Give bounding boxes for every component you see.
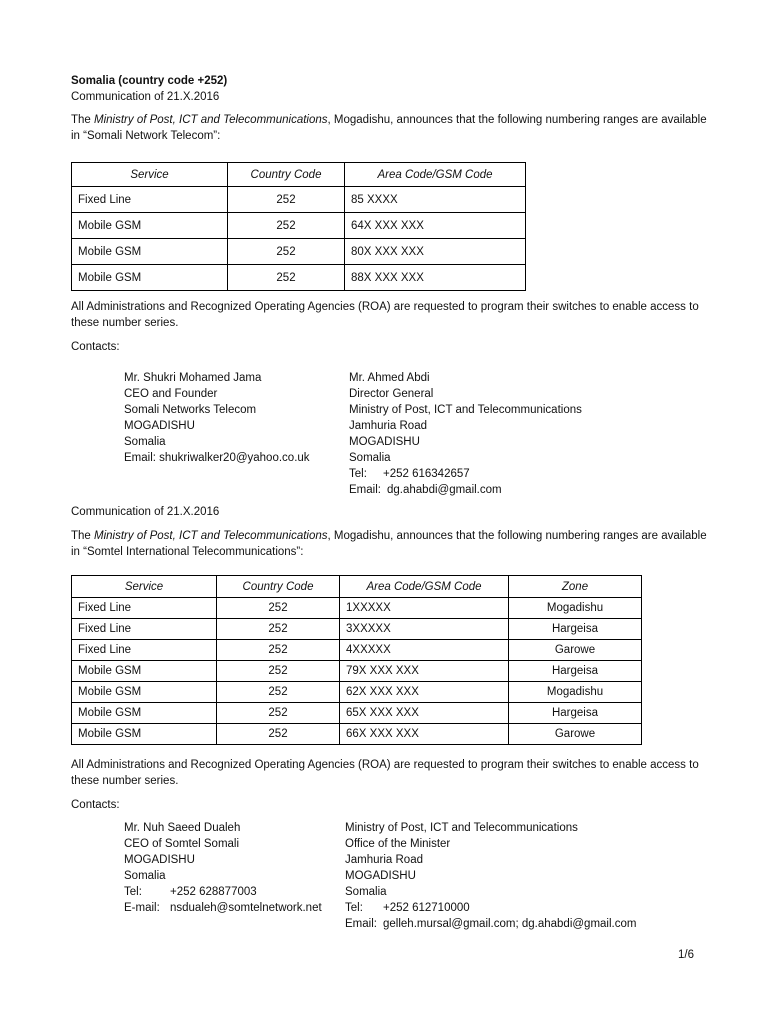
email-value: nsdualeh@somtelnetwork.net — [170, 902, 322, 914]
tel-value: +252 616342657 — [383, 468, 470, 480]
email-label: Email: — [345, 918, 377, 930]
contact-city: MOGADISHU — [345, 870, 416, 882]
tel-value: +252 628877003 — [170, 886, 257, 898]
numbering-table-somtel — [71, 575, 642, 745]
cell-country-code: 252 — [217, 619, 340, 640]
table-row — [72, 213, 526, 239]
intro-post: , Mogadishu, announces that the following numbering ranges are available in “Somali Network Telecom”: — [71, 114, 707, 142]
cell-country-code: 252 — [228, 187, 345, 213]
cell-area-code: 85 XXXX — [345, 187, 526, 213]
contact-country: Somalia — [349, 452, 391, 464]
contact-city: MOGADISHU — [349, 436, 420, 448]
cell-country-code: 252 — [217, 724, 340, 745]
cell-zone: Mogadishu — [509, 598, 642, 619]
cell-zone: Mogadishu — [509, 682, 642, 703]
intro-paragraph-2 — [71, 528, 711, 560]
contact-title: CEO and Founder — [124, 388, 218, 400]
contact-card-shukri — [124, 370, 310, 466]
contact-country: Somalia — [124, 436, 166, 448]
table-row — [72, 661, 642, 682]
cell-area-code: 88X XXX XXX — [345, 265, 526, 291]
contact-card-ministry — [345, 820, 636, 932]
col-header-country-code: Country Code — [217, 576, 340, 598]
cell-area-code: 80X XXX XXX — [345, 239, 526, 265]
cell-service: Fixed Line — [72, 640, 217, 661]
contact-name: Mr. Shukri Mohamed Jama — [124, 372, 262, 384]
cell-country-code: 252 — [228, 265, 345, 291]
cell-service: Fixed Line — [72, 598, 217, 619]
col-header-service: Service — [72, 576, 217, 598]
cell-area-code: 1XXXXX — [340, 598, 509, 619]
contact-org: Somali Networks Telecom — [124, 404, 257, 416]
cell-zone: Hargeisa — [509, 619, 642, 640]
page-number: 1/6 — [678, 949, 694, 961]
contact-title: CEO of Somtel Somali — [124, 838, 240, 850]
email-value: gelleh.mursal@gmail.com; dg.ahabdi@gmail.com — [383, 918, 637, 930]
cell-service: Fixed Line — [72, 187, 228, 213]
cell-zone: Hargeisa — [509, 703, 642, 724]
tel-label: Tel: — [349, 468, 367, 480]
cell-zone: Garowe — [509, 724, 642, 745]
communication-date-2: Communication of 21.X.2016 — [71, 506, 220, 518]
contacts-label-1: Contacts: — [71, 341, 120, 353]
cell-area-code: 3XXXXX — [340, 619, 509, 640]
cell-service: Mobile GSM — [72, 661, 217, 682]
cell-country-code: 252 — [228, 213, 345, 239]
tel-label: Tel: — [124, 886, 142, 898]
contact-tel — [124, 884, 322, 900]
numbering-table-somali-network — [71, 162, 526, 291]
col-header-area-code: Area Code/GSM Code — [345, 163, 526, 187]
cell-area-code: 64X XXX XXX — [345, 213, 526, 239]
contact-email: Email: shukriwalker20@yahoo.co.uk — [124, 452, 310, 464]
cell-service: Mobile GSM — [72, 265, 228, 291]
contact-city: MOGADISHU — [124, 420, 195, 432]
cell-country-code: 252 — [228, 239, 345, 265]
table-row — [72, 640, 642, 661]
contact-tel — [349, 466, 582, 482]
email-value: dg.ahabdi@gmail.com — [387, 484, 502, 496]
col-header-country-code: Country Code — [228, 163, 345, 187]
contacts-label-2: Contacts: — [71, 799, 120, 811]
cell-service: Mobile GSM — [72, 239, 228, 265]
col-header-zone: Zone — [509, 576, 642, 598]
contact-org: Ministry of Post, ICT and Telecommunications — [345, 822, 578, 834]
cell-area-code: 65X XXX XXX — [340, 703, 509, 724]
cell-country-code: 252 — [217, 598, 340, 619]
col-header-service: Service — [72, 163, 228, 187]
table-row — [72, 682, 642, 703]
contact-card-nuh — [124, 820, 322, 916]
contact-office: Office of the Minister — [345, 838, 451, 850]
cell-service: Mobile GSM — [72, 724, 217, 745]
contact-tel — [345, 900, 636, 916]
contact-email — [124, 900, 322, 916]
contact-country: Somalia — [124, 870, 166, 882]
cell-country-code: 252 — [217, 640, 340, 661]
col-header-area-code: Area Code/GSM Code — [340, 576, 509, 598]
contact-name: Mr. Ahmed Abdi — [349, 372, 430, 384]
cell-country-code: 252 — [217, 682, 340, 703]
email-label: E-mail: — [124, 902, 160, 914]
intro-post: , Mogadishu, announces that the following numbering ranges are available in “Somtel International Telecommunications”: — [71, 530, 707, 558]
cell-zone: Garowe — [509, 640, 642, 661]
cell-service: Mobile GSM — [72, 682, 217, 703]
contact-email — [349, 482, 582, 498]
cell-area-code: 62X XXX XXX — [340, 682, 509, 703]
ministry-name: Ministry of Post, ICT and Telecommunications — [94, 114, 328, 126]
cell-country-code: 252 — [217, 661, 340, 682]
cell-area-code: 79X XXX XXX — [340, 661, 509, 682]
table-header-row — [72, 163, 526, 187]
email-label: Email: — [349, 484, 381, 496]
page-heading: Somalia (country code +252) — [71, 75, 228, 87]
roa-note-2: All Administrations and Recognized Operating Agencies (ROA) are requested to program their switches to enable access to these number series. — [71, 759, 699, 787]
communication-date-1: Communication of 21.X.2016 — [71, 91, 220, 103]
table-row — [72, 619, 642, 640]
cell-zone: Hargeisa — [509, 661, 642, 682]
contact-street: Jamhuria Road — [349, 420, 427, 432]
tel-value: +252 612710000 — [383, 902, 470, 914]
cell-area-code: 4XXXXX — [340, 640, 509, 661]
contact-email — [345, 916, 636, 932]
cell-service: Fixed Line — [72, 619, 217, 640]
contact-org: Ministry of Post, ICT and Telecommunications — [349, 404, 582, 416]
intro-pre: The — [71, 530, 95, 542]
table-row — [72, 703, 642, 724]
table-row — [72, 598, 642, 619]
table-row — [72, 265, 526, 291]
intro-pre: The — [71, 114, 95, 126]
tel-label: Tel: — [345, 902, 363, 914]
contact-title: Director General — [349, 388, 434, 400]
contact-card-ahmed — [349, 370, 582, 498]
table-row — [72, 187, 526, 213]
contact-name: Mr. Nuh Saeed Dualeh — [124, 822, 241, 834]
ministry-name: Ministry of Post, ICT and Telecommunications — [94, 530, 328, 542]
cell-service: Mobile GSM — [72, 213, 228, 239]
cell-service: Mobile GSM — [72, 703, 217, 724]
table-row — [72, 239, 526, 265]
intro-paragraph-1 — [71, 112, 711, 144]
contact-city: MOGADISHU — [124, 854, 195, 866]
roa-note-1: All Administrations and Recognized Operating Agencies (ROA) are requested to program their switches to enable access to these number series. — [71, 301, 699, 329]
cell-area-code: 66X XXX XXX — [340, 724, 509, 745]
table-row — [72, 724, 642, 745]
cell-country-code: 252 — [217, 703, 340, 724]
contact-country: Somalia — [345, 886, 387, 898]
table-header-row — [72, 576, 642, 598]
contact-street: Jamhuria Road — [345, 854, 423, 866]
